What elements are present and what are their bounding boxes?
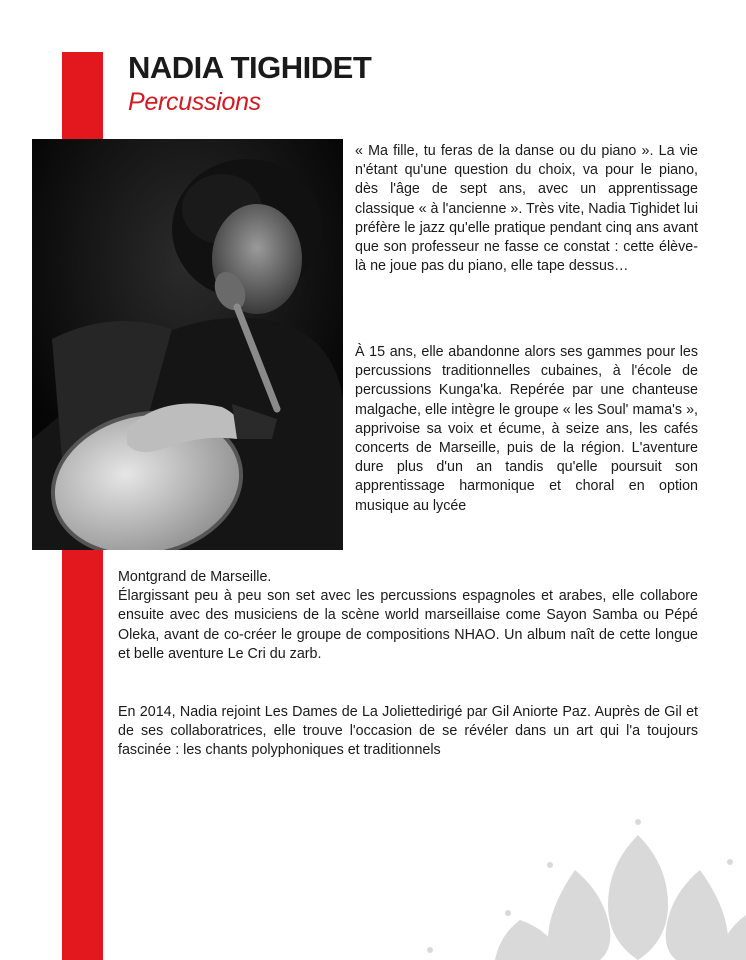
paragraph-percussions: À 15 ans, elle abandonne alors ses gammes pour les percussions traditionnelles cubaines, à l'école de percussions Kunga'ka. Repérée par une chanteuse malgache, elle intègre le groupe « les Soul' mama's », apprivoise sa voix et écume, à seize ans, les cafés concerts de Marseille, puis de la région. L'aventure dure plus d'un an tandis qu'elle poursuit son apprentissage harmonique et choral en option musique au lycée <box>355 344 698 514</box>
paragraph-career-lead: Montgrand de Marseille. <box>118 569 272 585</box>
artist-photo <box>32 139 343 550</box>
paragraph-dames-joliette: En 2014, Nadia rejoint Les Dames de La Joliettedirigé par Gil Aniorte Paz. Auprès de Gil et de ses collaboratrices, elle trouve l'occasion de se révéler dans un art qui l'a toujours fascinée : les chants polyphoniques et traditionnels <box>118 704 698 759</box>
artist-name: NADIA TIGHIDET <box>128 50 372 85</box>
paragraph-childhood: « Ma fille, tu feras de la danse ou du piano ». La vie n'étant qu'une question du choix, va pour le piano, dès l'âge de sept ans, avec un apprentissage classique « à l'ancienne ». Très vite, Nadia Tighidet lui préfère le jazz qu'elle pratique pendant cinq ans avant que son professeur ne fasse ce constat : cette élève-là ne joue pas du piano, elle tape dessus… <box>355 143 698 275</box>
musician-photo-illustration <box>32 139 343 550</box>
paragraph-career-body: Élargissant peu à peu son set avec les percussions espagnoles et arabes, elle collabore ensuite avec des musiciens de la scène world marseillaise come Sayon Samba ou Pépé Oleka, avant de co-créer le groupe de compositions NHAO. Un album naît de cette longue et belle aventure Le Cri du zarb. <box>118 588 698 662</box>
artist-role: Percussions <box>128 88 261 116</box>
lotus-ornament <box>400 810 746 960</box>
paragraph-career <box>118 568 698 664</box>
